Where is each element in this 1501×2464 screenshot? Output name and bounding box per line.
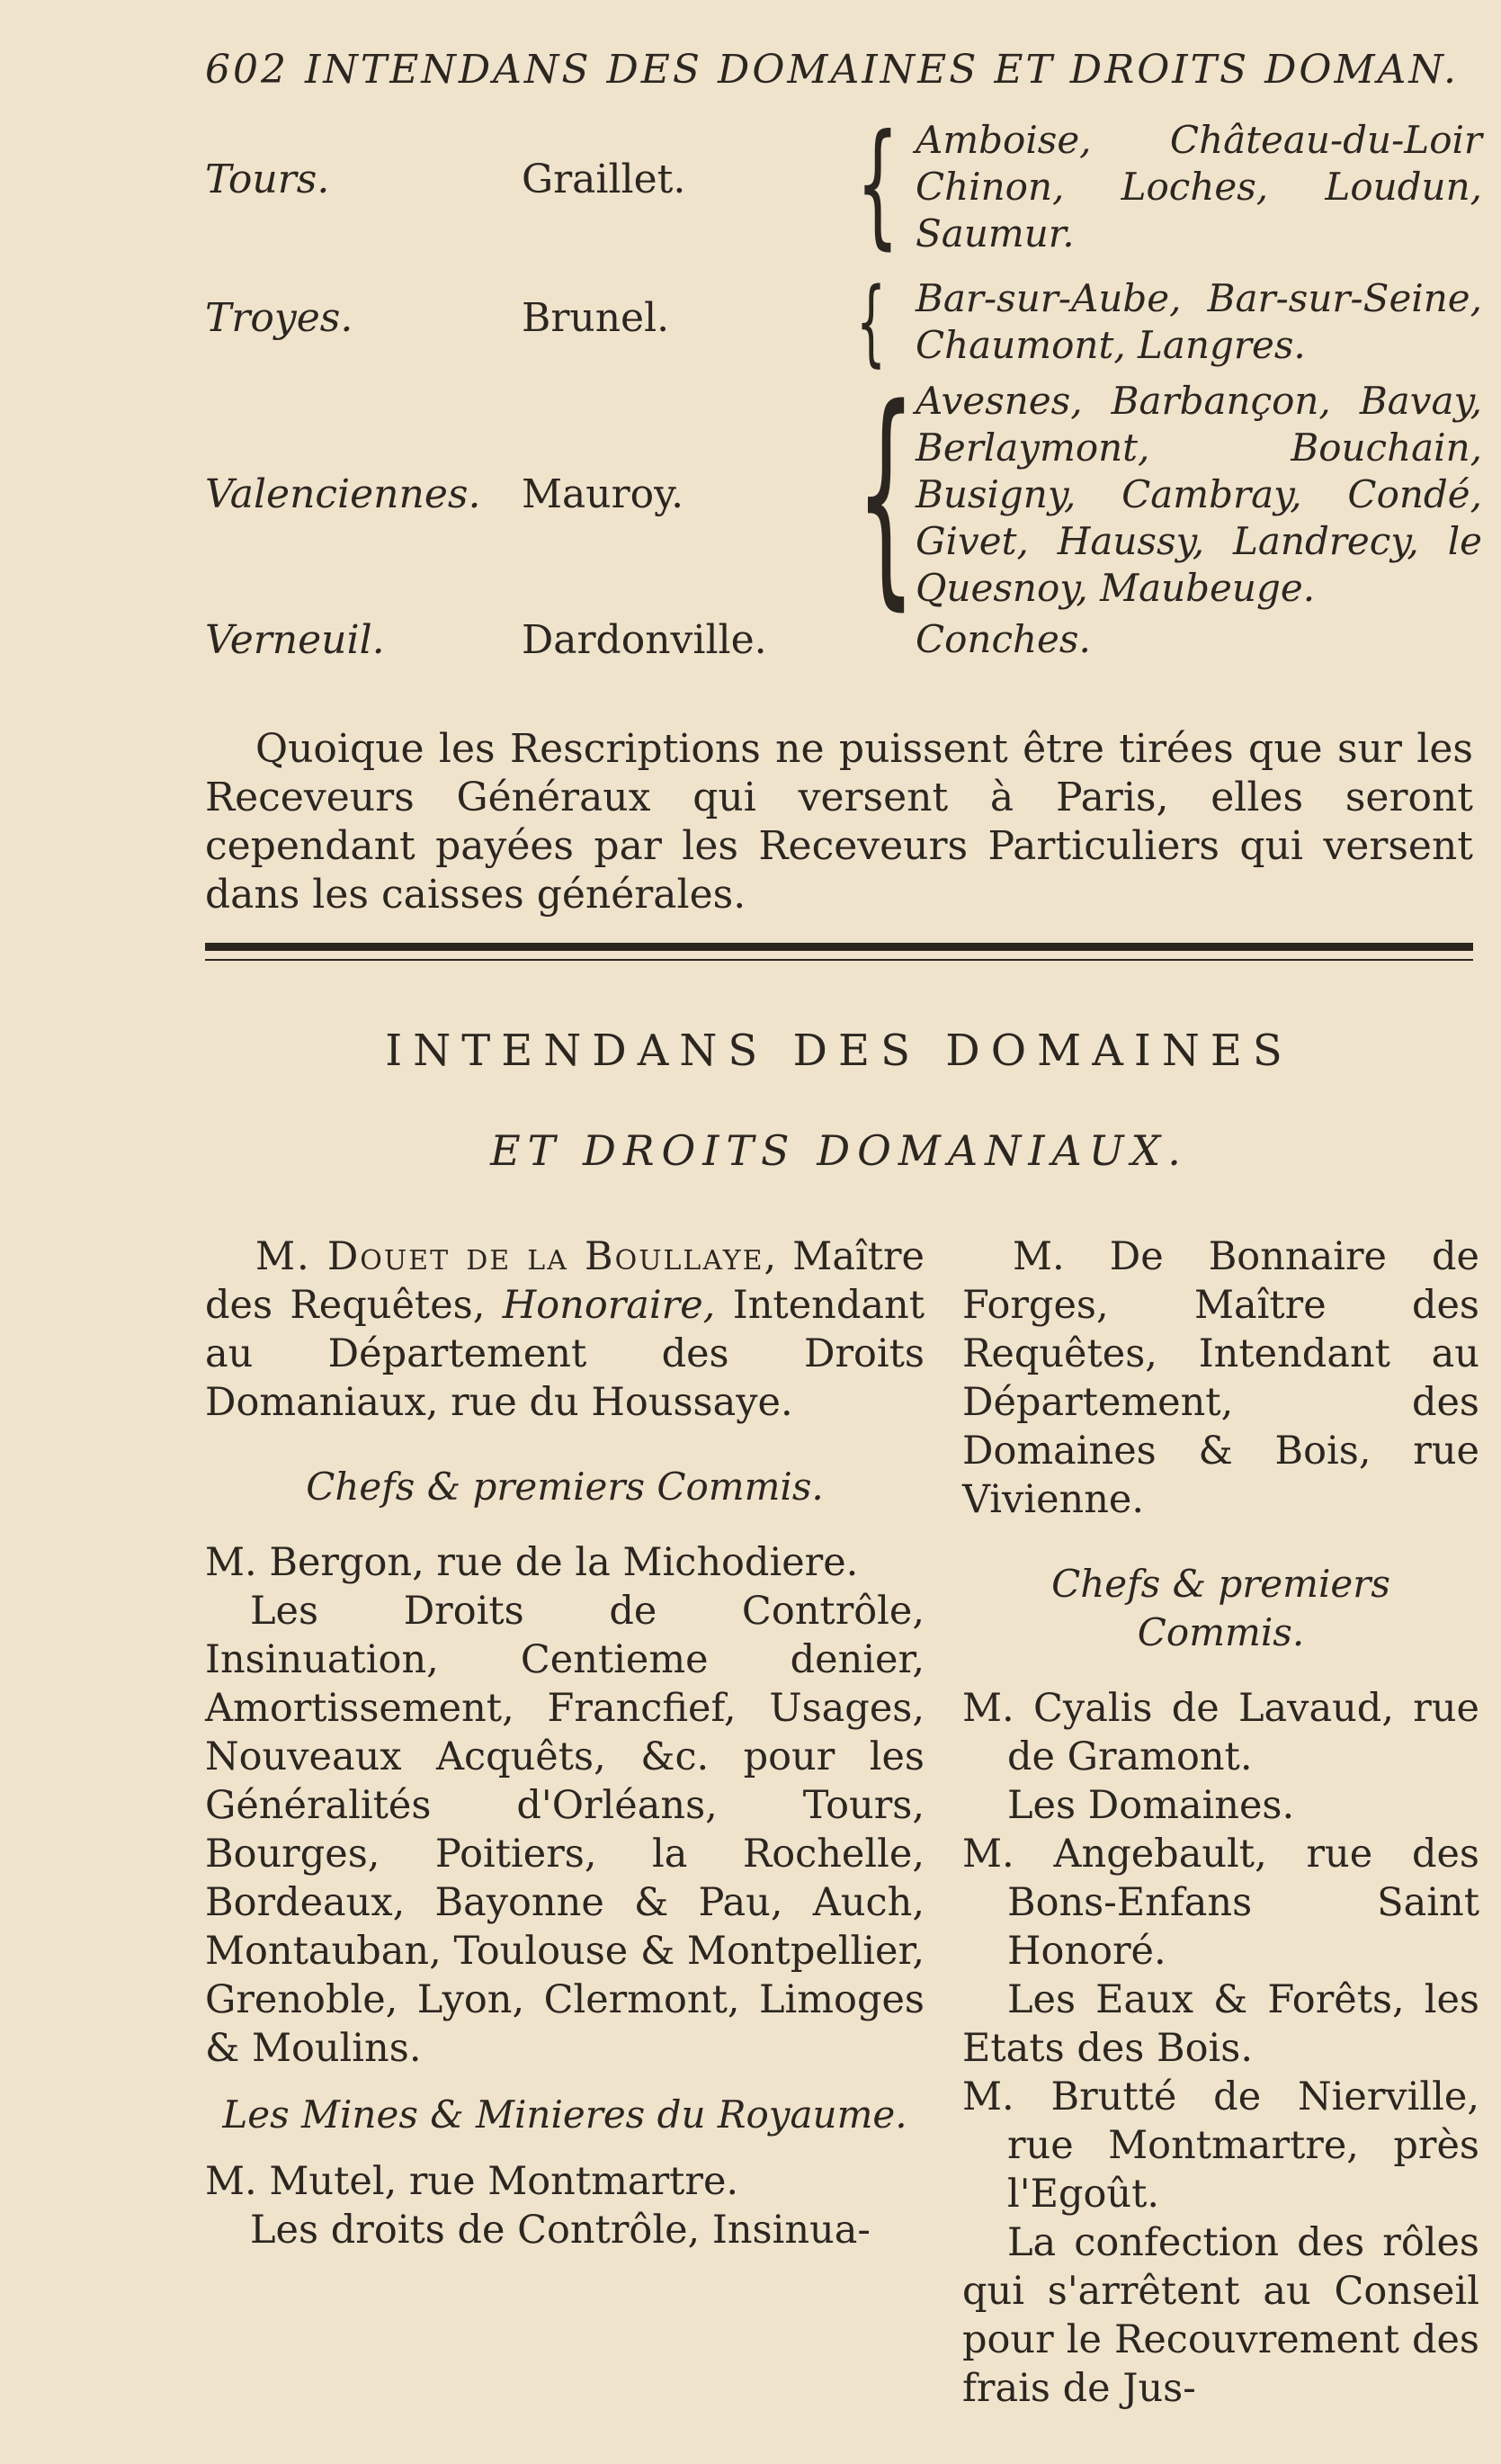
chef-duties: La confection des rôles qui s'arrêtent au Conseil pour le Recouvrement des frais de Jus- [962, 2220, 1479, 2411]
left-column [205, 1232, 925, 2254]
running-head-title: INTENDANS DES DOMAINES ET DROITS DOMAN. [304, 47, 1459, 93]
list-places: Amboise, Château-du-Loir Chinon, Loches, Loudun, Saumur. [916, 118, 1482, 255]
section-divider-thin [205, 959, 1473, 961]
section-subtitle: ET DROITS DOMANIAUX. [490, 1126, 1188, 1175]
section-divider-thick [205, 943, 1473, 951]
brace-icon: { [856, 267, 887, 377]
list-places: Conches. [916, 617, 1091, 661]
rescriptions-note: Quoique les Rescriptions ne puissent être tirées que sur les Receveurs Généraux qui versent à Paris, elles seront cependant payées par les Receveurs Particuliers qui versent dans les caisses générales. [205, 726, 1473, 918]
mines-heading: Les Mines & Minieres du Royaume. [222, 2092, 907, 2137]
intendant-name: M. Douet de la Boullaye, [255, 1234, 779, 1279]
brace-icon: { [856, 359, 916, 631]
section-title: INTENDANS DES DOMAINES [385, 1026, 1293, 1076]
list-city: Tours. [205, 157, 330, 202]
chef-name: M. Bergon, rue de la Michodiere. [205, 1540, 859, 1585]
chefs-heading: Chefs & premiers Commis. [1051, 1562, 1390, 1654]
page-number: 602 [205, 47, 289, 93]
chef-name: M. Mutel, rue Montmartre. [205, 2159, 739, 2204]
intendant-details: Intendant au Département des Droits Domaniaux, rue du Houssaye. [205, 1283, 925, 1425]
chefs-heading: Chefs & premiers Commis. [306, 1465, 824, 1509]
chef-duties: Les Droits de Contrôle, Insinuation, Centieme denier, Amortissement, Francfief, Usages, Nouveaux Acquêts, &c. pour les Généralités d'Orléans, Tours, Bourges, Poitiers, la Rochelle, Bordeaux, Bayonne & Pau, Auch, Montauban, Toulouse & Montpellier, Grenoble, Lyon, Clermont, Limoges & Moulins. [205, 1589, 925, 2071]
intendant-title: Maître des Requêtes, [205, 1234, 925, 1328]
chef-name: M. Brutté de Nierville, rue Montmartre, près l'Egoût. [962, 2074, 1479, 2217]
list-city: Valenciennes. [205, 471, 481, 517]
list-name: Dardonville. [522, 617, 767, 663]
right-column [962, 1232, 1479, 2413]
chef-duties: Les droits de Contrôle, Insinua- [250, 2208, 871, 2253]
list-name: Mauroy. [522, 471, 684, 517]
list-city: Verneuil. [205, 617, 385, 663]
list-name: Graillet. [522, 157, 686, 202]
list-name: Brunel. [522, 295, 670, 341]
running-head [205, 47, 1459, 93]
chef-name: M. Angebault, rue des Bons-Enfans Saint Honoré. [962, 1832, 1479, 1974]
list-places: Avesnes, Barbançon, Bavay, Berlaymont, Bouchain, Busigny, Cambray, Condé, Givet, Haussy, Landrecy, le Quesnoy, Maubeuge. [916, 379, 1482, 610]
list-places: Bar-sur-Aube, Bar-sur-Seine, Chaumont, Langres. [916, 276, 1482, 367]
list-city: Troyes. [205, 295, 353, 341]
brace-icon: { [856, 106, 899, 263]
intendant-list [205, 106, 1482, 675]
chef-duties: Les Eaux & Forêts, les Etats des Bois. [962, 1977, 1479, 2071]
intendant-entry [205, 1232, 925, 1427]
chef-duties: Les Domaines. [1007, 1783, 1295, 1828]
intendant-entry: M. De Bonnaire de Forges, Maître des Requêtes, Intendant au Département, des Domaines & Bois, rue Vivienne. [962, 1234, 1479, 1522]
intendant-honoraire: Honoraire, [502, 1283, 716, 1328]
chef-name: M. Cyalis de Lavaud, rue de Gramont. [962, 1686, 1479, 1779]
